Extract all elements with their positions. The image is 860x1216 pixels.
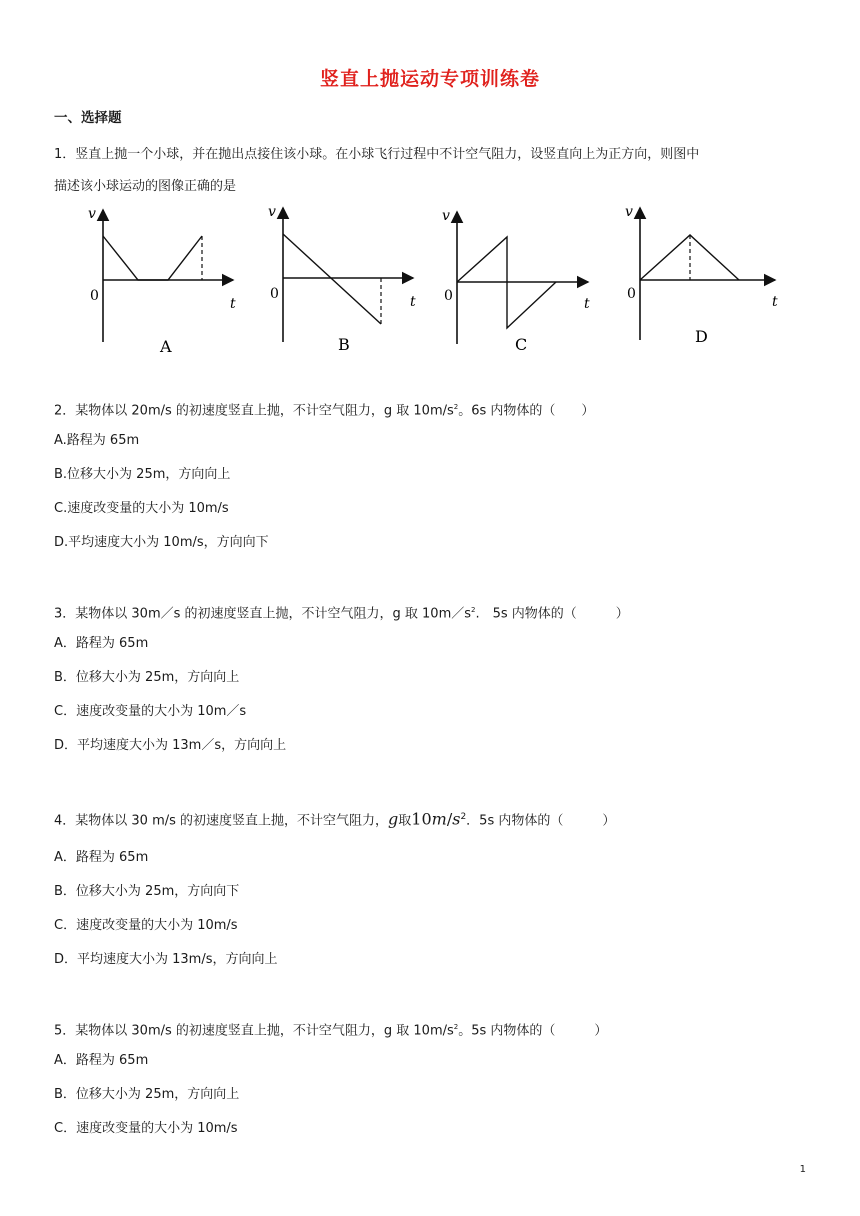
graph-b-origin: 0 (270, 286, 279, 302)
graph-a-origin: 0 (90, 288, 99, 304)
question-4-stem-pre: 4．某物体以 30 m/s 的初速度竖直上抛，不计空气阻力， (54, 813, 389, 829)
question-4-option-b: B．位移大小为 25m，方向向下 (54, 884, 240, 899)
question-3-exponent: 2 (471, 606, 476, 614)
question-3-option-b: B．位移大小为 25m，方向向上 (54, 670, 240, 685)
question-3-option-c: C．速度改变量的大小为 10m／s (54, 704, 247, 719)
question-4-value: 10 (411, 809, 432, 829)
question-5-stem-post: 。5s 内物体的（ ） (458, 1023, 608, 1039)
graph-b-label: B (338, 335, 350, 354)
question-1-line-1: 1．竖直上抛一个小球，并在抛出点接住该小球。在小球飞行过程中不计空气阻力，设竖直向上为正方向，则图中 (54, 147, 700, 162)
question-4-option-c: C．速度改变量的大小为 10m/s (54, 918, 238, 933)
question-4-unit-s: s (452, 809, 461, 829)
question-4-exponent: 2 (460, 812, 467, 822)
graph-a-label: A (160, 337, 172, 356)
question-5-option-c: C．速度改变量的大小为 10m/s (54, 1121, 238, 1136)
question-2-exponent: 2 (453, 403, 459, 411)
question-5-option-a: A．路程为 65m (54, 1053, 149, 1068)
question-2-option-a: A.路程为 65m (54, 433, 140, 448)
graph-a-t-label: t (230, 296, 236, 312)
question-5-stem (54, 1018, 607, 1040)
question-5-stem-pre: 5．某物体以 30m/s 的初速度竖直上抛，不计空气阻力，g 取 10m/s (54, 1023, 454, 1039)
graph-a-v-label: v (88, 206, 96, 222)
question-1-stem (54, 139, 814, 203)
question-4-stem (54, 808, 615, 830)
graph-b-curve (283, 234, 381, 324)
graph-d-v-label: v (625, 204, 633, 220)
graph-d-origin: 0 (627, 286, 636, 302)
question-4-option-a: A．路程为 65m (54, 850, 149, 865)
question-3-stem (54, 601, 629, 623)
graph-c-t-label: t (584, 296, 590, 312)
question-4-slash: / (446, 809, 453, 829)
question-2-option-b: B.位移大小为 25m，方向向上 (54, 467, 231, 482)
question-4-qu: 取 (398, 813, 412, 829)
question-4-unit-m: m (431, 809, 447, 829)
question-2-stem (54, 398, 594, 420)
graph-c-label: C (515, 335, 528, 354)
graph-b-v-label: v (268, 204, 276, 220)
graph-b (255, 200, 430, 365)
graph-c-v-label: v (442, 208, 450, 224)
question-4-option-d: D．平均速度大小为 13m/s，方向向上 (54, 952, 278, 967)
question-1-line-2: 描述该小球运动的图像正确的是 (54, 179, 237, 194)
question-3-stem-pre: 3．某物体以 30m／s 的初速度竖直上抛，不计空气阻力，g 取 10m／s (54, 606, 472, 622)
graph-d-label: D (695, 327, 708, 346)
graph-a (70, 200, 245, 365)
graph-b-t-label: t (410, 294, 416, 310)
question-2-option-c: C.速度改变量的大小为 10m/s (54, 501, 229, 516)
question-4-stem-post: ．5s 内物体的（ ） (466, 813, 616, 829)
graph-c (430, 200, 605, 365)
question-5-option-b: B．位移大小为 25m，方向向上 (54, 1087, 240, 1102)
question-3-option-d: D．平均速度大小为 13m／s，方向向上 (54, 738, 287, 753)
question-2-stem-pre: 2．某物体以 20m/s 的初速度竖直上抛，不计空气阻力，g 取 10m/s (54, 403, 454, 419)
graph-c-origin: 0 (444, 288, 453, 304)
question-3-stem-post: . 5s 内物体的（ ） (475, 606, 629, 622)
question-2-option-d: D.平均速度大小为 10m/s，方向向下 (54, 535, 269, 550)
graph-d (615, 200, 795, 365)
section-heading: 一、选择题 (54, 110, 122, 126)
graph-a-curve (103, 236, 202, 280)
question-4-g: g (388, 809, 399, 829)
graph-d-t-label: t (772, 294, 778, 310)
question-3-option-a: A．路程为 65m (54, 636, 149, 651)
question-1-graphs (70, 200, 800, 365)
question-2-stem-post: 。6s 内物体的（ ） (458, 403, 595, 419)
question-5-exponent: 2 (453, 1023, 459, 1031)
page-number: 1 (799, 1164, 806, 1175)
page-title: 竖直上抛运动专项训练卷 (319, 68, 540, 90)
